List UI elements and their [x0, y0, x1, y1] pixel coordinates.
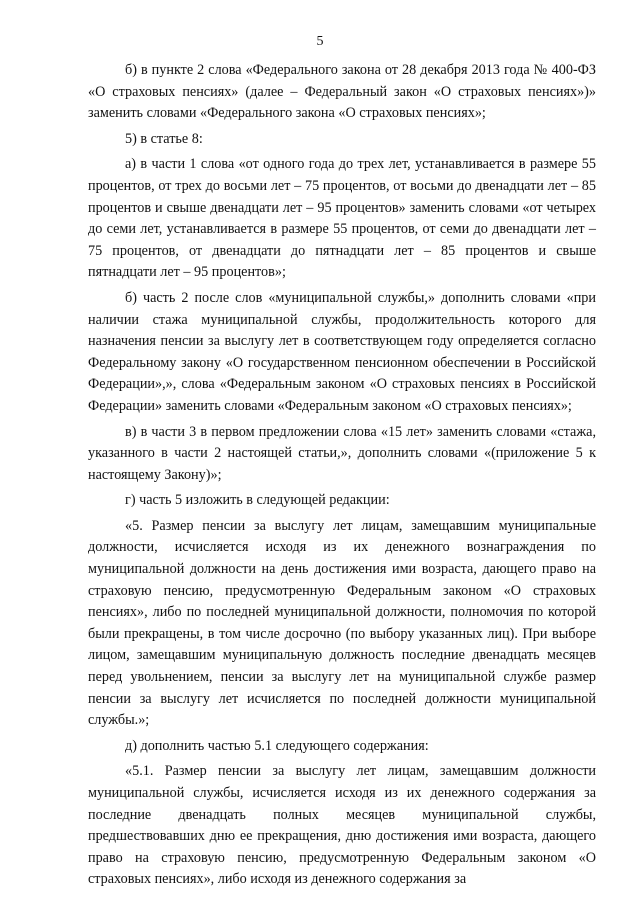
paragraph-b-point-2: б) в пункте 2 слова «Федерального закона от 28 декабря 2013 года № 400-ФЗ «О страховых пенсиях» (далее – Федеральный закон «О страховых пенсиях»)» заменить словами «Федерального закона «О страховых пенсиях»; — [88, 62, 596, 122]
paragraph-v-part-3: в) в части 3 в первом предложении слова «15 лет» заменить словами «стажа, указанного в части 2 настоящей статьи,», дополнить словами «(приложение 5 к настоящему Закону)»; — [88, 423, 596, 483]
paragraph-d-part-5-1: д) дополнить частью 5.1 следующего содержания: — [125, 737, 429, 754]
page-number: 5 — [316, 34, 324, 49]
paragraph-part-5-1-text: «5.1. Размер пенсии за выслугу лет лицам, замещавшим должности муниципальной службы, исчисляется исходя из их денежного содержания за последние двенадцать полных месяцев муниципальной службы, предшествовавших дню ее прекращения, дню достижения ими возраста, дающего право на страховую пенсию, предусмотренную Федеральным законом «О страховых пенсиях», либо исходя из денежного содержания за — [88, 763, 596, 888]
paragraph-article-8: 5) в статье 8: — [125, 130, 203, 147]
paragraph-part-5-text: «5. Размер пенсии за выслугу лет лицам, замещавшим муниципальные должности, исчисляется исходя из их денежного вознаграждения по муниципальной должности на день достижения ими возраста, дающего право на страховую пенсию, предусмотренную Федеральным законом «О страховых пенсиях», либо по последней муниципальной должности, полномочия по которой были прекращены, в том числе досрочно (по выбору указанных лиц). При выборе лицом, замещавшим муниципальную должность последние двенадцать месяцев перед увольнением, пенсии за выслугу лет на муниципальной службе размер пенсии за выслугу лет исчисляется по последней должности муниципальной службы.»; — [88, 517, 596, 729]
paragraph-g-part-5: г) часть 5 изложить в следующей редакции: — [125, 492, 390, 509]
paragraph-b-part-2: б) часть 2 после слов «муниципальной службы,» дополнить словами «при наличии стажа муниципальной службы, продолжительность которого для назначения пенсии за выслугу лет в соответствующем году определяется согласно Федеральному закону «О государственном пенсионном обеспечении в Российской Федерации»,», слова «Федеральным законом «О страховых пенсиях в Российской Федерации» заменить словами «Федеральным законом «О страховых пенсиях»; — [88, 289, 596, 414]
document-body — [88, 60, 596, 891]
paragraph-a-part-1: а) в части 1 слова «от одного года до трех лет, устанавливается в размере 55 процентов, от трех до восьми лет – 75 процентов, от восьми до двенадцати лет – 85 процентов и свыше двенадцати лет – 95 процентов» заменить словами «от четырех до семи лет, устанавливается в размере 55 процентов, от семи до двенадцати лет – 75 процентов, от двенадцати до пятнадцати лет – 85 процентов и свыше пятнадцати лет – 95 процентов»; — [88, 156, 596, 281]
